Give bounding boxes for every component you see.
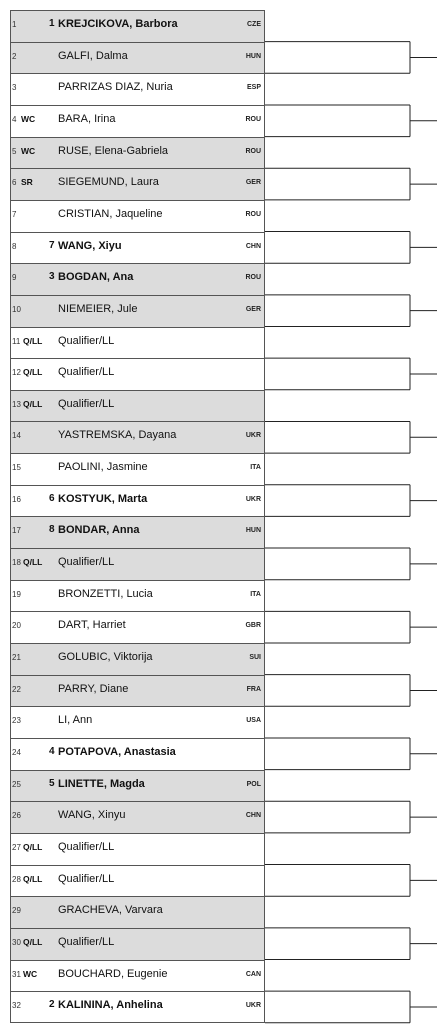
draw-position: 31 — [12, 969, 21, 979]
country-code: ESP — [246, 84, 261, 92]
draw-position: 7 — [12, 209, 17, 219]
seed-number: 5 — [49, 777, 55, 789]
country-code: ITA — [250, 464, 261, 472]
player-row — [10, 327, 265, 359]
draw-position: 19 — [12, 589, 21, 599]
player-row — [10, 865, 265, 897]
player-name: GRACHEVA, Varvara — [58, 904, 163, 917]
draw-position: 32 — [12, 1001, 21, 1011]
player-row — [10, 580, 265, 612]
entry-tag: WC — [23, 968, 38, 979]
player-row — [10, 643, 265, 675]
entry-tag: Q/LL — [23, 367, 43, 378]
draw-position: 12 — [12, 368, 21, 378]
draw-position: 10 — [12, 304, 21, 314]
player-name: GALFI, Dalma — [58, 49, 128, 62]
entry-tag: Q/LL — [23, 936, 43, 947]
draw-position: 20 — [12, 621, 21, 631]
entry-tag: SR — [21, 177, 33, 188]
player-name: Qualifier/LL — [58, 935, 115, 948]
draw-position: 29 — [12, 906, 21, 916]
country-code: ROU — [245, 274, 261, 282]
player-row — [10, 738, 265, 770]
draw-position: 3 — [12, 83, 17, 93]
player-name: KOSTYUK, Marta — [58, 492, 148, 505]
seed-number: 8 — [49, 524, 55, 536]
player-row — [10, 105, 265, 137]
draw-position: 18 — [12, 558, 21, 568]
draw-position: 13 — [12, 399, 21, 409]
player-name: LINETTE, Magda — [58, 777, 145, 790]
entry-tag: Q/LL — [23, 398, 43, 409]
country-code: POL — [246, 780, 261, 788]
player-row — [10, 73, 265, 105]
player-name: BOGDAN, Ana — [58, 271, 134, 284]
draw-position: 23 — [12, 716, 21, 726]
seed-number: 7 — [49, 239, 55, 251]
country-code: FRA — [246, 685, 261, 693]
country-code: CHN — [245, 242, 261, 250]
entry-tag: WC — [21, 113, 36, 124]
player-row — [10, 42, 265, 74]
seed-number: 4 — [49, 745, 55, 757]
seed-number: 3 — [49, 271, 55, 283]
country-code: GER — [245, 179, 261, 187]
country-code: ITA — [250, 590, 261, 598]
player-name: PARRY, Diane — [58, 682, 129, 695]
country-code: UKR — [245, 495, 261, 503]
entry-tag: Q/LL — [23, 873, 43, 884]
player-row — [10, 390, 265, 422]
player-name: Qualifier/LL — [58, 840, 115, 853]
player-name: PARRIZAS DIAZ, Nuria — [58, 81, 173, 94]
player-name: PAOLINI, Jasmine — [58, 461, 148, 474]
draw-position: 8 — [12, 241, 17, 251]
draw-position: 1 — [12, 20, 17, 29]
country-code: HUN — [245, 527, 261, 535]
draw-position: 4 — [12, 114, 17, 124]
player-row — [10, 611, 265, 643]
player-name: GOLUBIC, Viktorija — [58, 651, 153, 663]
player-row — [10, 675, 265, 707]
country-code: USA — [246, 717, 261, 725]
player-row — [10, 548, 265, 580]
country-code: ROU — [245, 210, 261, 218]
seed-number: 1 — [49, 18, 55, 29]
country-code: ROU — [245, 147, 261, 155]
player-row — [10, 991, 265, 1023]
draw-position: 16 — [12, 494, 21, 504]
player-row — [10, 960, 265, 992]
draw-position: 15 — [12, 463, 21, 473]
player-name: LI, Ann — [58, 714, 93, 727]
player-name: KALININA, Anhelina — [58, 999, 163, 1012]
player-name: BOUCHARD, Eugenie — [58, 967, 168, 980]
country-code: GER — [245, 305, 261, 313]
country-code: CZE — [247, 21, 261, 28]
player-row — [10, 896, 265, 928]
player-name: BRONZETTI, Lucia — [58, 587, 153, 600]
draw-position: 5 — [12, 146, 17, 156]
player-row — [10, 358, 265, 390]
draw-position: 9 — [12, 273, 17, 283]
player-row — [10, 295, 265, 327]
draw-position: 24 — [12, 747, 21, 757]
player-name: DART, Harriet — [58, 619, 126, 632]
entry-tag: Q/LL — [23, 335, 43, 346]
player-row — [10, 770, 265, 802]
draw-position: 28 — [12, 874, 21, 884]
country-code: SUI — [249, 654, 261, 661]
draw-position: 25 — [12, 779, 21, 789]
player-name: Qualifier/LL — [58, 334, 115, 347]
player-row — [10, 453, 265, 485]
player-name: Qualifier/LL — [58, 556, 115, 569]
player-row — [10, 200, 265, 232]
player-name: RUSE, Elena-Gabriela — [58, 144, 169, 157]
player-row — [10, 168, 265, 200]
player-row — [10, 232, 265, 264]
player-name: BARA, Irina — [58, 112, 116, 125]
player-name: SIEGEMUND, Laura — [58, 176, 159, 189]
player-row — [10, 263, 265, 295]
player-row — [10, 485, 265, 517]
player-row — [10, 801, 265, 833]
player-row — [10, 137, 265, 169]
country-code: GBR — [245, 622, 261, 630]
player-row — [10, 10, 265, 42]
draw-position: 22 — [12, 684, 21, 694]
draw-position: 21 — [12, 653, 21, 662]
player-name: WANG, Xinyu — [58, 809, 126, 822]
player-row — [10, 516, 265, 548]
entry-tag: WC — [21, 145, 36, 156]
player-row — [10, 706, 265, 738]
player-row — [10, 928, 265, 960]
entry-tag: Q/LL — [23, 841, 43, 852]
draw-position: 11 — [12, 336, 21, 346]
draw-position: 27 — [12, 842, 21, 852]
player-name: Qualifier/LL — [58, 397, 115, 410]
player-name: KREJCIKOVA, Barbora — [58, 18, 178, 30]
country-code: UKR — [245, 1002, 261, 1010]
player-name: WANG, Xiyu — [58, 239, 122, 252]
draw-position: 14 — [12, 431, 21, 441]
seed-number: 2 — [49, 999, 55, 1011]
country-code: UKR — [245, 432, 261, 440]
player-name: YASTREMSKA, Dayana — [58, 429, 177, 442]
seed-number: 6 — [49, 492, 55, 504]
player-name: BONDAR, Anna — [58, 524, 140, 537]
country-code: HUN — [245, 52, 261, 60]
player-name: CRISTIAN, Jaqueline — [58, 207, 163, 220]
entry-tag: Q/LL — [23, 557, 43, 568]
player-row — [10, 421, 265, 453]
player-name: Qualifier/LL — [58, 366, 115, 379]
country-code: ROU — [245, 115, 261, 123]
country-code: CHN — [245, 812, 261, 820]
draw-position: 2 — [12, 51, 17, 61]
player-row — [10, 833, 265, 865]
draw-position: 6 — [12, 178, 17, 188]
player-name: POTAPOVA, Anastasia — [58, 745, 176, 758]
draw-position: 30 — [12, 937, 21, 947]
player-name: Qualifier/LL — [58, 872, 115, 885]
player-name: NIEMEIER, Jule — [58, 302, 138, 315]
draw-position: 17 — [12, 526, 21, 536]
draw-position: 26 — [12, 811, 21, 821]
country-code: CAN — [245, 970, 261, 978]
